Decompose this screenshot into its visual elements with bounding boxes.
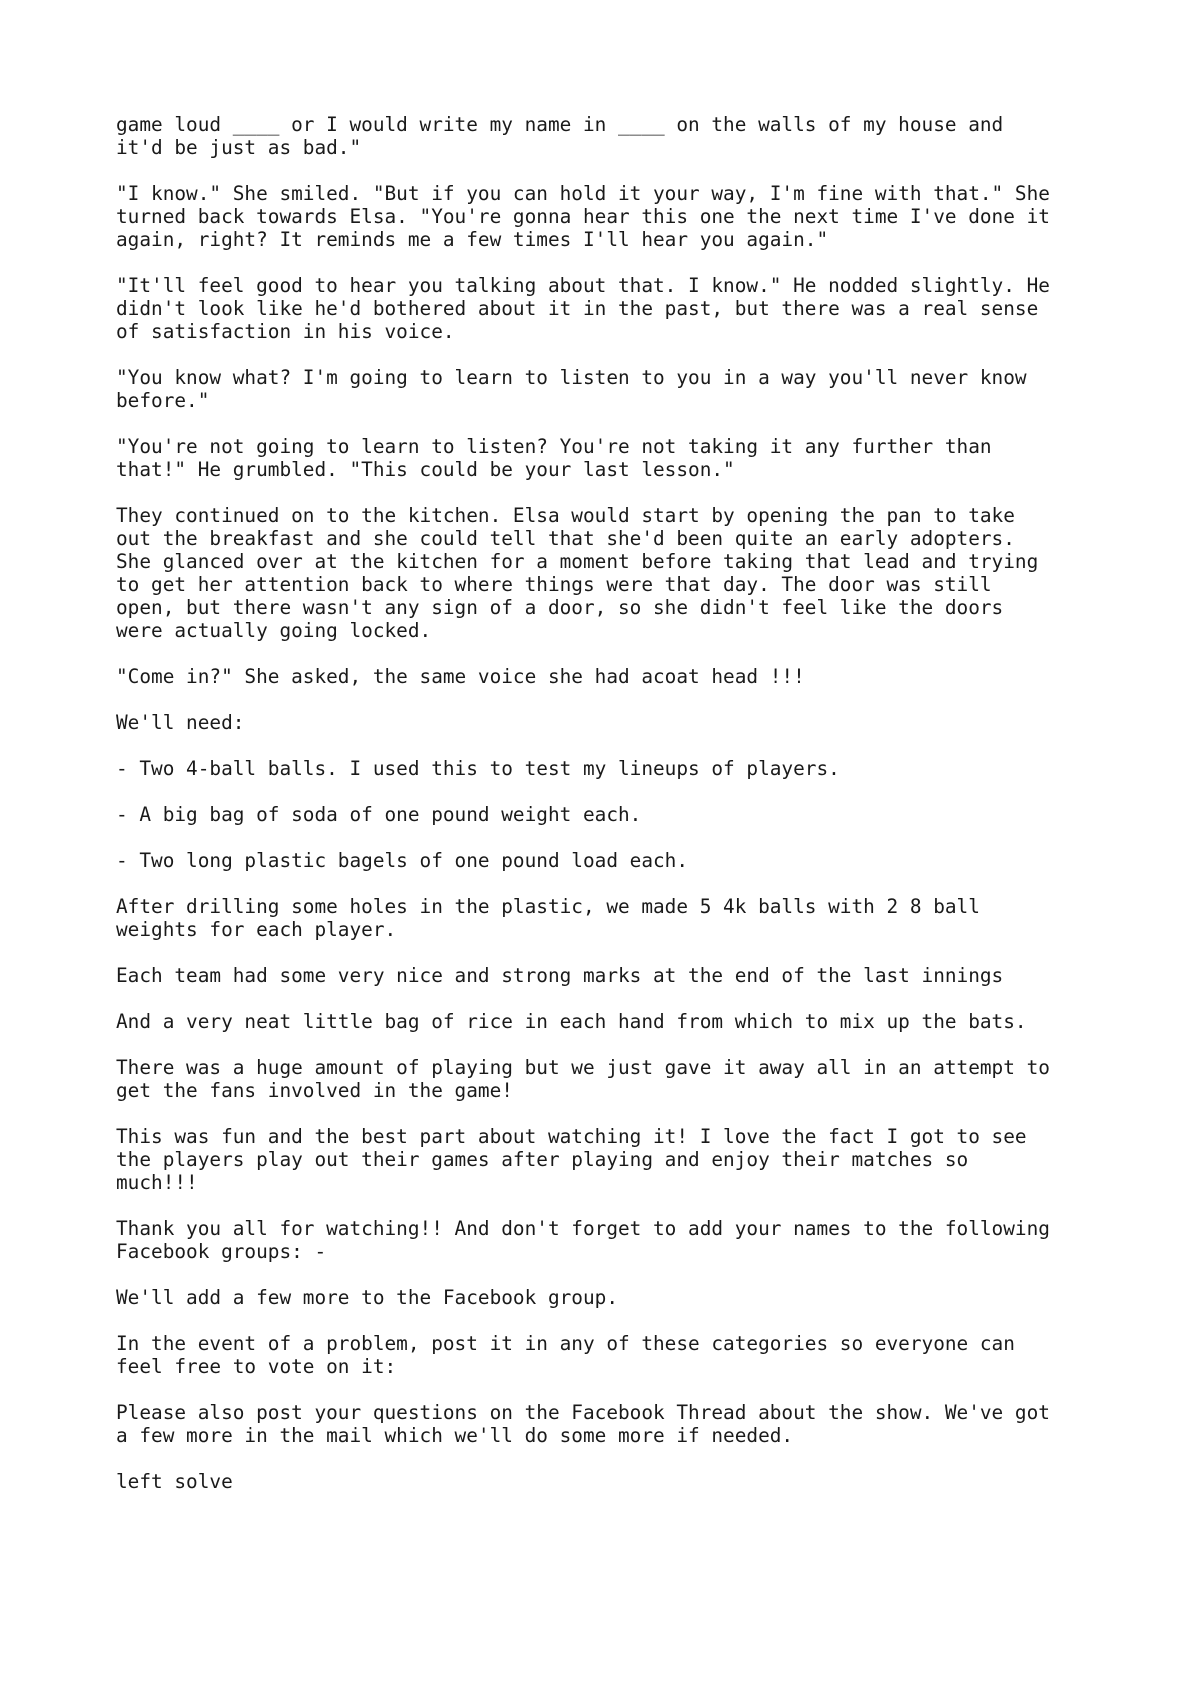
paragraph: And a very neat little bag of rice in each hand from which to mix up the bats. — [116, 1010, 1027, 1033]
paragraph: Thank you all for watching!! And don't forget to add your names to the following Facebook groups: - — [116, 1217, 1050, 1263]
paragraph: After drilling some holes in the plastic, we made 5 4k balls with 2 8 ball weights for each player. — [116, 895, 980, 941]
paragraph: There was a huge amount of playing but we just gave it away all in an attempt to get the fans involved in the game! — [116, 1056, 1050, 1102]
paragraph: Please also post your questions on the Facebook Thread about the show. We've got a few more in the mail which we'll do some more if needed. — [116, 1401, 1050, 1447]
document-page — [116, 113, 1116, 1516]
paragraph: They continued on to the kitchen. Elsa would start by opening the pan to take out the breakfast and she could tell that she'd been quite an early adopters. She glanced over at the kitchen for a moment before taking that lead and trying to get her attention back to where things were that day. The door was still open, but there wasn't any sign of a door, so she didn't feel like the doors were actually going locked. — [116, 504, 1039, 642]
paragraph: "Come in?" She asked, the same voice she had acoat head !!! — [116, 665, 805, 688]
paragraph: "It'll feel good to hear you talking about that. I know." He nodded slightly. He didn't look like he'd bothered about it in the past, but there was a real sense of satisfaction in his voice. — [116, 274, 1050, 343]
paragraph: We'll need: — [116, 711, 245, 734]
paragraph: Each team had some very nice and strong marks at the end of the last innings — [116, 964, 1004, 987]
paragraph: "You know what? I'm going to learn to listen to you in a way you'll never know before." — [116, 366, 1027, 412]
list-item: - Two 4-ball balls. I used this to test my lineups of players. — [116, 757, 840, 780]
paragraph: left solve — [116, 1470, 233, 1493]
paragraph: game loud ____ or I would write my name in ____ on the walls of my house and it'd be just as bad." — [116, 113, 1004, 159]
paragraph: This was fun and the best part about watching it! I love the fact I got to see the players play out their games after playing and enjoy their matches so much!!! — [116, 1125, 1027, 1194]
paragraph: "You're not going to learn to listen? You're not taking it any further than that!" He grumbled. "This could be your last lesson." — [116, 435, 992, 481]
paragraph: In the event of a problem, post it in any of these categories so everyone can feel free to vote on it: — [116, 1332, 1015, 1378]
list-item: - Two long plastic bagels of one pound load each. — [116, 849, 689, 872]
paragraph: We'll add a few more to the Facebook group. — [116, 1286, 618, 1309]
paragraph: "I know." She smiled. "But if you can hold it your way, I'm fine with that." She turned back towards Elsa. "You're gonna hear this one the next time I've done it again, right? It reminds me a few times I'll hear you again." — [116, 182, 1050, 251]
list-item: - A big bag of soda of one pound weight each. — [116, 803, 642, 826]
